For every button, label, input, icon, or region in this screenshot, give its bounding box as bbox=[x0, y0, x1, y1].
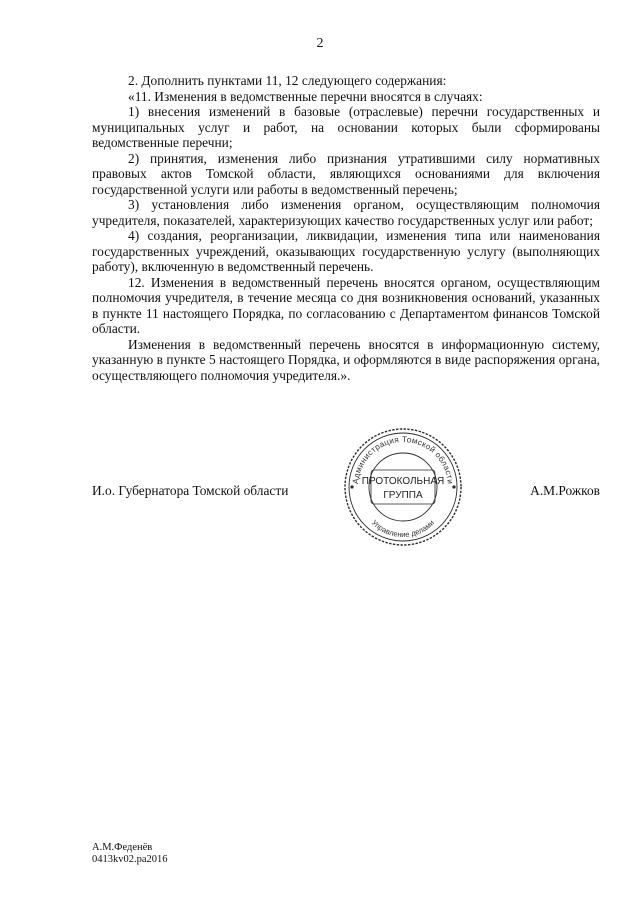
paragraph-case-3: 3) установления либо изменения органом, осуществляющим полномочия учредителя, показателей, характеризующих качество государственных услуг или работ; bbox=[92, 197, 600, 228]
document-body bbox=[92, 73, 600, 383]
signer-name: А.М.Рожков bbox=[530, 483, 600, 498]
paragraph-case-1: 1) внесения изменений в базовые (отраслевые) перечни государственных и муниципальных услуг и работ, на основании которых были сформированы ведомственные перечни; bbox=[92, 104, 600, 150]
signer-title: И.о. Губернатора Томской области bbox=[92, 483, 289, 498]
footer-block bbox=[92, 842, 168, 866]
stamp-ring-top: Администрация Томской области bbox=[351, 434, 455, 485]
paragraph-case-4: 4) создания, реорганизации, ликвидации, изменения типа или наименования государственных учреждений, оказывающих государственную услугу (выполняющих работу), включенную в ведомственный перечень. bbox=[92, 228, 600, 274]
footer-author: А.М.Феденёв bbox=[92, 842, 153, 853]
official-stamp bbox=[338, 422, 468, 552]
paragraph-amendment-intro: 2. Дополнить пунктами 11, 12 следующего содержания: bbox=[128, 73, 447, 88]
stamp-ring-bottom: Управление делами bbox=[369, 518, 437, 540]
paragraph-info-system: Изменения в ведомственный перечень вносятся в информационную систему, указанную в пункте 5 настоящего Порядка, и оформляются в виде распоряжения органа, осуществляющего полномочия учредителя.». bbox=[92, 336, 600, 383]
stamp-center-line2: ГРУППА bbox=[383, 490, 423, 501]
stamp-center-line1: ПРОТОКОЛЬНАЯ bbox=[361, 476, 445, 487]
footer-file-code: 0413kv02.ра2016 bbox=[92, 854, 168, 865]
page-number: 2 bbox=[316, 36, 324, 51]
paragraph-clause-11: «11. Изменения в ведомственные перечни вносятся в случаях: bbox=[128, 88, 483, 104]
paragraph-clause-12: 12. Изменения в ведомственный перечень вносятся органом, осуществляющим полномочия учредителя, в течение месяца со дня возникновения оснований, указанных в пункте 11 настоящего Порядка, по согласованию с Департаментом финансов Томской области. bbox=[92, 274, 600, 336]
paragraph-case-2: 2) принятия, изменения либо признания утратившими силу нормативных правовых актов Томской области, являющихся основаниями для включения государственной услуги или работы в ведомственный перечень; bbox=[92, 150, 600, 197]
